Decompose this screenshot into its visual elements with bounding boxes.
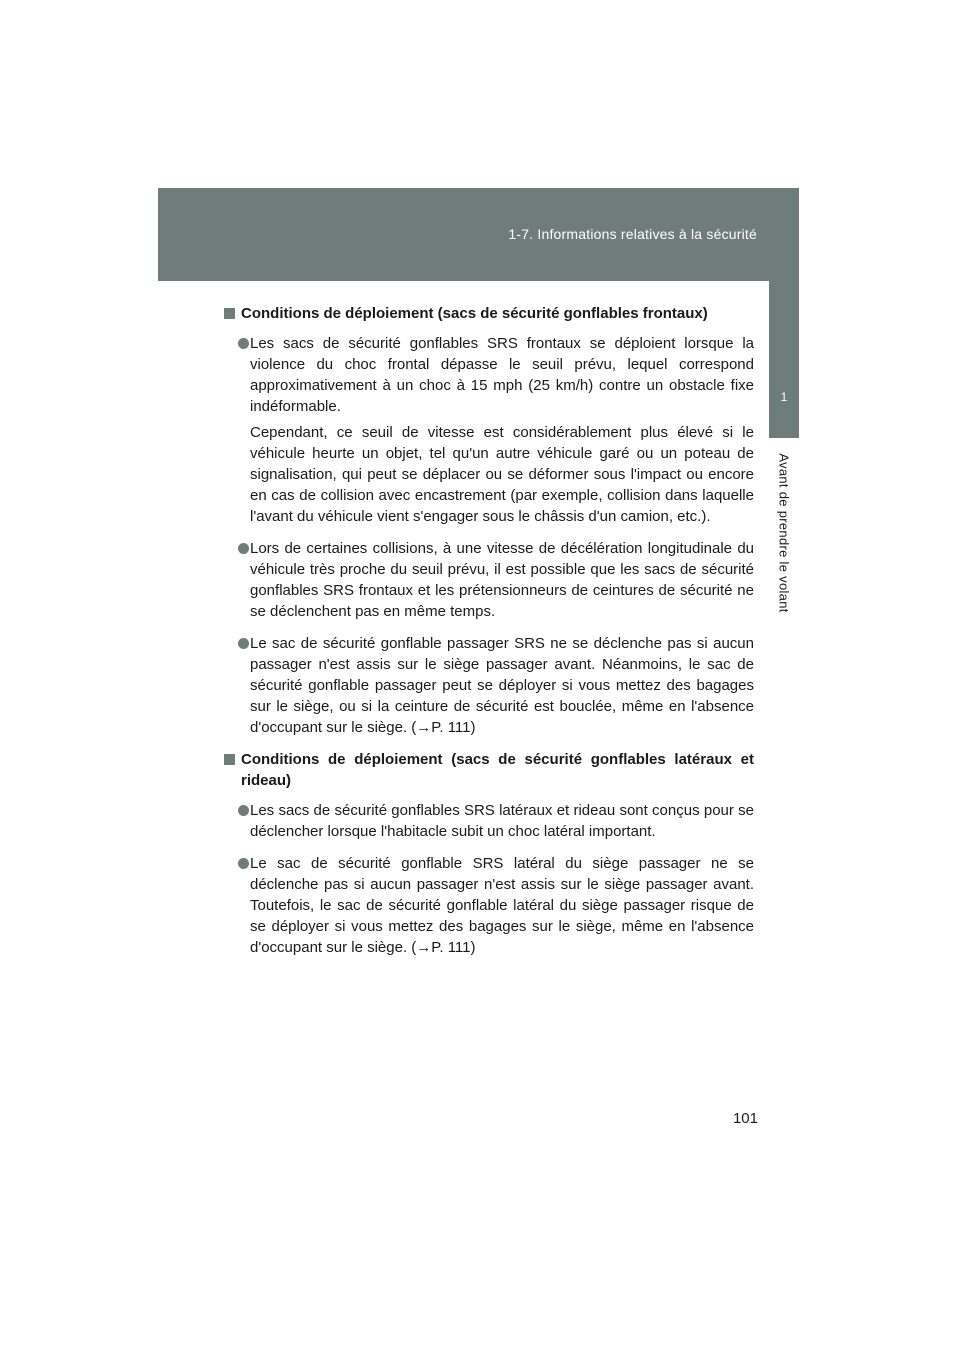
list-item bbox=[224, 538, 754, 622]
section-heading-side-curtain bbox=[224, 749, 754, 791]
dot-icon bbox=[238, 338, 249, 349]
dot-icon bbox=[238, 805, 249, 816]
chapter-tab bbox=[769, 281, 799, 438]
list-item-text: Les sacs de sécurité gonflables SRS latéraux et rideau sont conçus pour se déclencher lorsque l'habitacle subit un choc latéral important. bbox=[250, 802, 754, 840]
square-icon bbox=[224, 308, 235, 319]
dot-icon bbox=[238, 543, 249, 554]
list-item bbox=[224, 800, 754, 842]
list-item-text: Le sac de sécurité gonflable SRS latéral du siège passager ne se déclenche pas si aucun passager n'est assis sur le siège passager avant. Toutefois, le sac de sécurité gonflable latéral du siège passager risque de se déployer si vous mettez des bagages sur le siège, même en l'absence d'occupant sur le siège. (→P. 111) bbox=[250, 855, 754, 956]
section-title: 1-7. Informations relatives à la sécurité bbox=[508, 226, 757, 242]
list-item-continuation: Cependant, ce seuil de vitesse est considérablement plus élevé si le véhicule heurte un objet, tel qu'un autre véhicule garé ou un poteau de signalisation, qui peut se déplacer ou se déformer sous l'impact ou encore en cas de collision avec encastrement (par exemple, collision dans laquelle l'avant du véhicule vient s'engager sous le châssis d'un camion, etc.). bbox=[250, 424, 754, 525]
square-icon bbox=[224, 754, 235, 765]
dot-icon bbox=[238, 638, 249, 649]
list-item-text: Le sac de sécurité gonflable passager SRS ne se déclenche pas si aucun passager n'est assis sur le siège passager avant. Néanmoins, le sac de sécurité gonflable passager peut se déployer si vous mettez des bagages sur le siège, ou si la ceinture de sécurité est bouclée, même en l'absence d'occupant sur le siège. (→P. 111) bbox=[250, 635, 754, 736]
chapter-label: Avant de prendre le volant bbox=[776, 453, 792, 613]
list-item bbox=[224, 853, 754, 958]
section-heading-text: Conditions de déploiement (sacs de sécurité gonflables frontaux) bbox=[241, 305, 708, 322]
section-heading-text: Conditions de déploiement (sacs de sécurité gonflables latéraux et rideau) bbox=[241, 751, 754, 789]
page-content bbox=[224, 303, 754, 969]
list-item-text: Les sacs de sécurité gonflables SRS frontaux se déploient lorsque la violence du choc frontal dépasse le seuil prévu, lequel correspond approximativement à un choc à 15 mph (25 km/h) contre un obstacle fixe indéformable. bbox=[250, 335, 754, 415]
chapter-number: 1 bbox=[780, 390, 788, 404]
list-item bbox=[224, 633, 754, 738]
list-item-text: Lors de certaines collisions, à une vitesse de décélération longitudinale du véhicule très proche du seuil prévu, il est possible que les sacs de sécurité gonflables SRS frontaux et les prétensionneurs de ceintures de sécurité ne se déclenchent pas en même temps. bbox=[250, 540, 754, 620]
header-band bbox=[158, 188, 799, 281]
section-heading-frontal bbox=[224, 303, 754, 324]
page-number: 101 bbox=[732, 1110, 758, 1127]
list-item bbox=[224, 333, 754, 417]
dot-icon bbox=[238, 858, 249, 869]
